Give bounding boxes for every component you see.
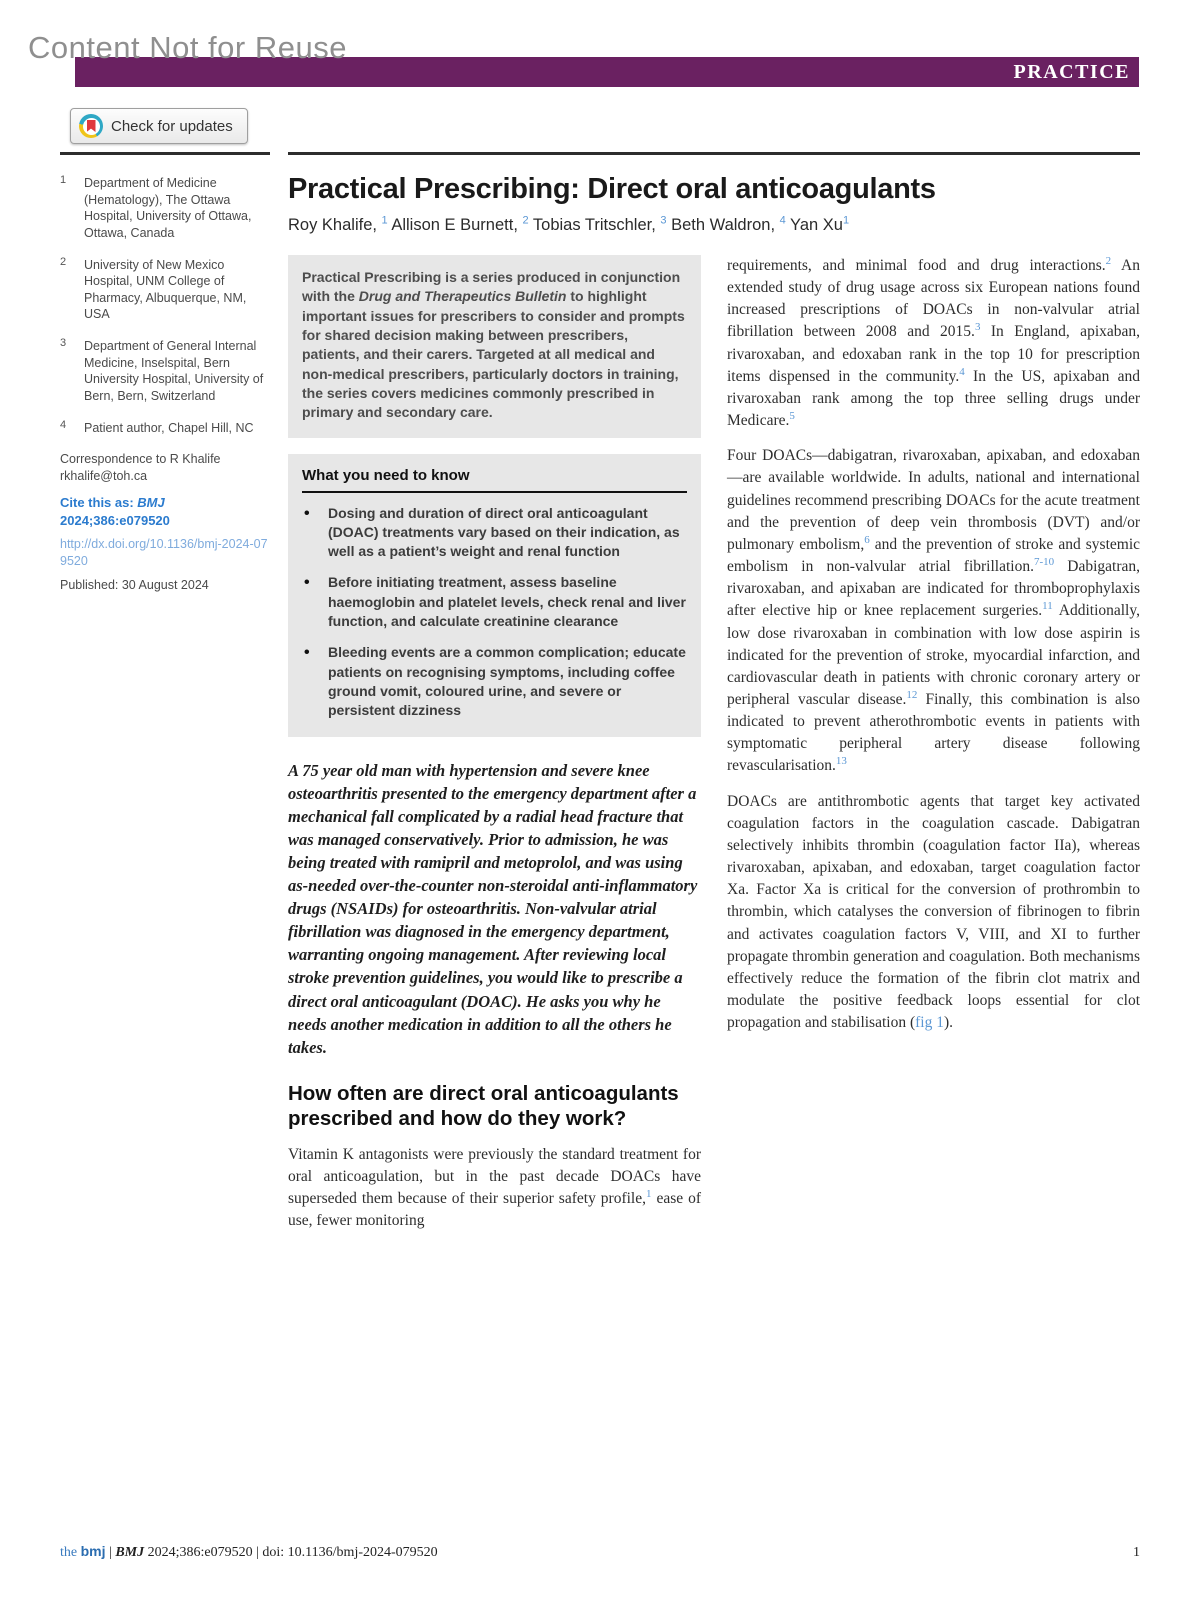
cite-as-line	[60, 494, 270, 529]
paragraph-text: Vitamin K antagonists were previously the standard treatment for oral anticoagulation, but in the past decade DOACs have superseded them because of their superior safety profile,	[288, 1145, 701, 1208]
check-for-updates-button[interactable]	[70, 108, 248, 144]
footer-reference: 2024;386:e079520 | doi: 10.1136/bmj-2024-079520	[144, 1545, 438, 1560]
paragraph-text: DOACs are antithrombotic agents that target key activated coagulation factors in the coagulation cascade. Dabigatran selectively inhibits thrombin (coagulation factor IIa), whereas rivaroxaban, apixaban, and edoxaban, target coagulation factor Xa. Factor Xa is critical for the conversion of prothrombin to thrombin, which catalyses the conversion of fibrinogen to fibrin and activates coagulation factors V, VIII, and XI to further propagate thrombin generation and coagulation. Both mechanisms effectively reduce the formation of the fibrin clot matrix and modulate the positive feedback loops essential for clot propagation and stabilisation (	[727, 792, 1140, 1032]
reference-link[interactable]: 12	[906, 688, 918, 701]
paragraph-text: Additionally, low dose rivaroxaban in combination with low dose aspirin is indicated for the prevention of stroke, myocardial infarction, and cardiovascular death in patients with chronic coronary artery or peripheral vascular disease.	[727, 602, 1140, 708]
series-text: Practical Prescribing is a series produced in conjunction with the	[302, 269, 681, 305]
affiliation-number: 3	[60, 337, 67, 349]
article-title: Practical Prescribing: Direct oral anticoagulants	[288, 173, 936, 205]
affiliation-text: Patient author, Chapel Hill, NC	[84, 420, 254, 435]
correspondence-line: Correspondence to R Khalife	[60, 452, 221, 467]
series-description-box	[288, 255, 701, 438]
affiliation-item	[60, 338, 270, 405]
body-paragraph	[727, 445, 1140, 777]
reference-link[interactable]: 4	[959, 365, 965, 378]
reference-link[interactable]: 2	[1105, 254, 1112, 267]
footer-separator: |	[105, 1545, 116, 1560]
section-heading: How often are direct oral anticoagulants prescribed and how do they work?	[288, 1081, 679, 1130]
right-column	[727, 255, 1140, 1232]
affiliation-number: 1	[60, 174, 67, 186]
author-name: Tobias Tritschler,	[528, 216, 661, 234]
paragraph-text: Dabigatran, rivaroxaban, and apixaban are indicated for thromboprophylaxis after elective hip or knee replacement surgeries.	[727, 558, 1140, 620]
series-text: to highlight important issues for prescribers to consider and prompts for shared decision making between prescribers, patients, and their carers. Targeted at all medical and non-medical prescribers, particularly doctors in training, the series covers medicines commonly prescribed in primary and secondary care.	[302, 288, 685, 421]
affiliation-text: Department of Medicine (Hematology), The Ottawa Hospital, University of Ottawa, Ottawa, Canada	[84, 176, 252, 240]
footer-citation	[60, 1543, 438, 1561]
body-paragraph	[727, 791, 1140, 1035]
paragraph-text: In England, apixaban, rivaroxaban, and edoxaban rank in the top 10 for prescription items dispensed in the community.	[727, 323, 1141, 385]
left-column	[288, 255, 701, 1232]
author-affiliation-ref[interactable]: 3	[660, 214, 667, 227]
paragraph-text: requirements, and minimal food and drug interactions.	[727, 257, 1106, 274]
paragraph-text: ease of use, fewer monitoring	[288, 1190, 701, 1230]
affiliation-number: 2	[60, 255, 67, 268]
what-you-need-to-know-box	[288, 454, 701, 737]
published-date: Published: 30 August 2024	[60, 578, 209, 593]
cite-as-journal: BMJ	[137, 495, 165, 511]
page-number: 1	[1133, 1545, 1140, 1560]
know-bullet: • Dosing and duration of direct oral anticoagulant (DOAC) treatments vary based on their indication, as well as a patient’s weight and renal function	[302, 504, 687, 562]
author-line	[288, 216, 1140, 235]
author-name: Roy Khalife,	[288, 216, 382, 234]
reference-link[interactable]: 11	[1042, 600, 1053, 613]
affiliation-item	[60, 175, 270, 242]
reference-link[interactable]: 6	[864, 533, 870, 546]
author-name: Yan Xu	[785, 216, 843, 234]
bookmark-ribbon-icon	[87, 120, 96, 132]
series-bulletin-title: Drug and Therapeutics Bulletin	[358, 288, 567, 305]
author-affiliation-ref[interactable]: 1	[381, 214, 388, 227]
author-affiliation-ref[interactable]: 4	[779, 214, 786, 227]
affiliation-item	[60, 420, 270, 437]
affiliation-text: Department of General Internal Medicine, Inselspital, Bern University Hospital, University of Bern, Bern, Switzerland	[84, 339, 264, 403]
reference-link[interactable]: 13	[835, 755, 847, 768]
author-name: Allison E Burnett,	[387, 216, 523, 234]
author-affiliation-ref[interactable]: 1	[842, 214, 850, 227]
reference-link[interactable]: 5	[789, 409, 795, 422]
paragraph-text: An extended study of drug usage across six European nations found increased prescriptions of DOACs in non-valvular atrial fibrillation between 2008 and 2015.	[727, 257, 1141, 341]
paragraph-text: ).	[943, 1014, 954, 1032]
banner-label: PRACTICE	[1013, 60, 1130, 83]
cite-as-reference: 2024;386:e079520	[60, 512, 170, 528]
paragraph-text: and the prevention of stroke and systemic embolism in non-valvular atrial fibrillation.	[727, 535, 1141, 576]
content-area	[60, 152, 1140, 1232]
watermark-text: Content Not for Reuse	[28, 30, 347, 65]
body-paragraph	[288, 1144, 701, 1233]
affiliation-text: University of New Mexico Hospital, UNM College of Pharmacy, Albuquerque, NM, USA	[84, 257, 247, 322]
paragraph-text: In the US, apixaban and rivaroxaban rank among the top three selling drugs under Medicare.	[727, 367, 1140, 430]
cite-as-label: Cite this as:	[60, 495, 138, 511]
affiliation-item	[60, 257, 270, 324]
know-bullet: • Bleeding events are a common complication; educate patients on recognising symptoms, including coffee ground vomit, coloured urine, and severe or persistent dizziness	[302, 643, 687, 720]
figure-1-link[interactable]: fig 1	[915, 1014, 944, 1032]
sidebar	[60, 152, 270, 1232]
crossmark-icon-inner	[83, 118, 100, 135]
body-paragraph	[727, 255, 1140, 432]
two-column-layout	[288, 255, 1140, 1232]
affiliation-number: 4	[60, 418, 67, 431]
case-vignette: A 75 year old man with hypertension and severe knee osteoarthritis presented to the emergency department after a mechanical fall complicated by a radial head fracture that was managed conservatively. Prior to admission, he was being treated with ramipril and metoprolol, and was using as-needed over-the-counter non-steroidal anti-inflammatory drugs (NSAIDs) for osteoarthritis. Non-valvular atrial fibrillation was diagnosed in the emergency department, warranting ongoing management. After reviewing local stroke prevention guidelines, you would like to prescribe a direct oral anticoagulant (DOAC). He asks you why he needs another medication in addition to all the others he takes.	[288, 760, 698, 1057]
bmj-brand-the: the	[60, 1545, 81, 1560]
doi-link[interactable]: http://dx.doi.org/10.1136/bmj-2024-079520	[60, 536, 268, 568]
paragraph-text: Finally, this combination is also indicated to prevent atherothrombotic events in patients with symptomatic peripheral artery disease following revascularisation.	[727, 690, 1140, 775]
reference-link[interactable]: 7-10	[1033, 555, 1055, 568]
reference-link[interactable]: 1	[645, 1188, 652, 1200]
crossmark-icon	[79, 114, 103, 138]
paragraph-text: Four DOACs—dabigatran, rivaroxaban, apixaban, and edoxaban—are available worldwide. In adults, national and international guidelines recommend prescribing DOACs for the acute treatment and the prevention of deep vein thrombosis (DVT) and/or pulmonary embolism,	[727, 447, 1140, 553]
author-name: Beth Waldron,	[666, 216, 780, 234]
know-bullet: • Before initiating treatment, assess baseline haemoglobin and platelet levels, check renal and liver function, and calculate creatinine clearance	[302, 573, 687, 631]
author-affiliation-ref[interactable]: 2	[522, 214, 529, 227]
footer-journal: BMJ	[115, 1545, 145, 1560]
bmj-brand-logo: bmj	[80, 1543, 106, 1559]
know-box-title: What you need to know	[302, 467, 687, 493]
know-box-list	[302, 504, 687, 721]
check-for-updates-label: Check for updates	[111, 117, 233, 135]
page-footer	[60, 1543, 1140, 1561]
main-article	[288, 152, 1140, 1232]
correspondence-email: rkhalife@toh.ca	[60, 468, 148, 483]
reference-link[interactable]: 3	[974, 321, 981, 334]
